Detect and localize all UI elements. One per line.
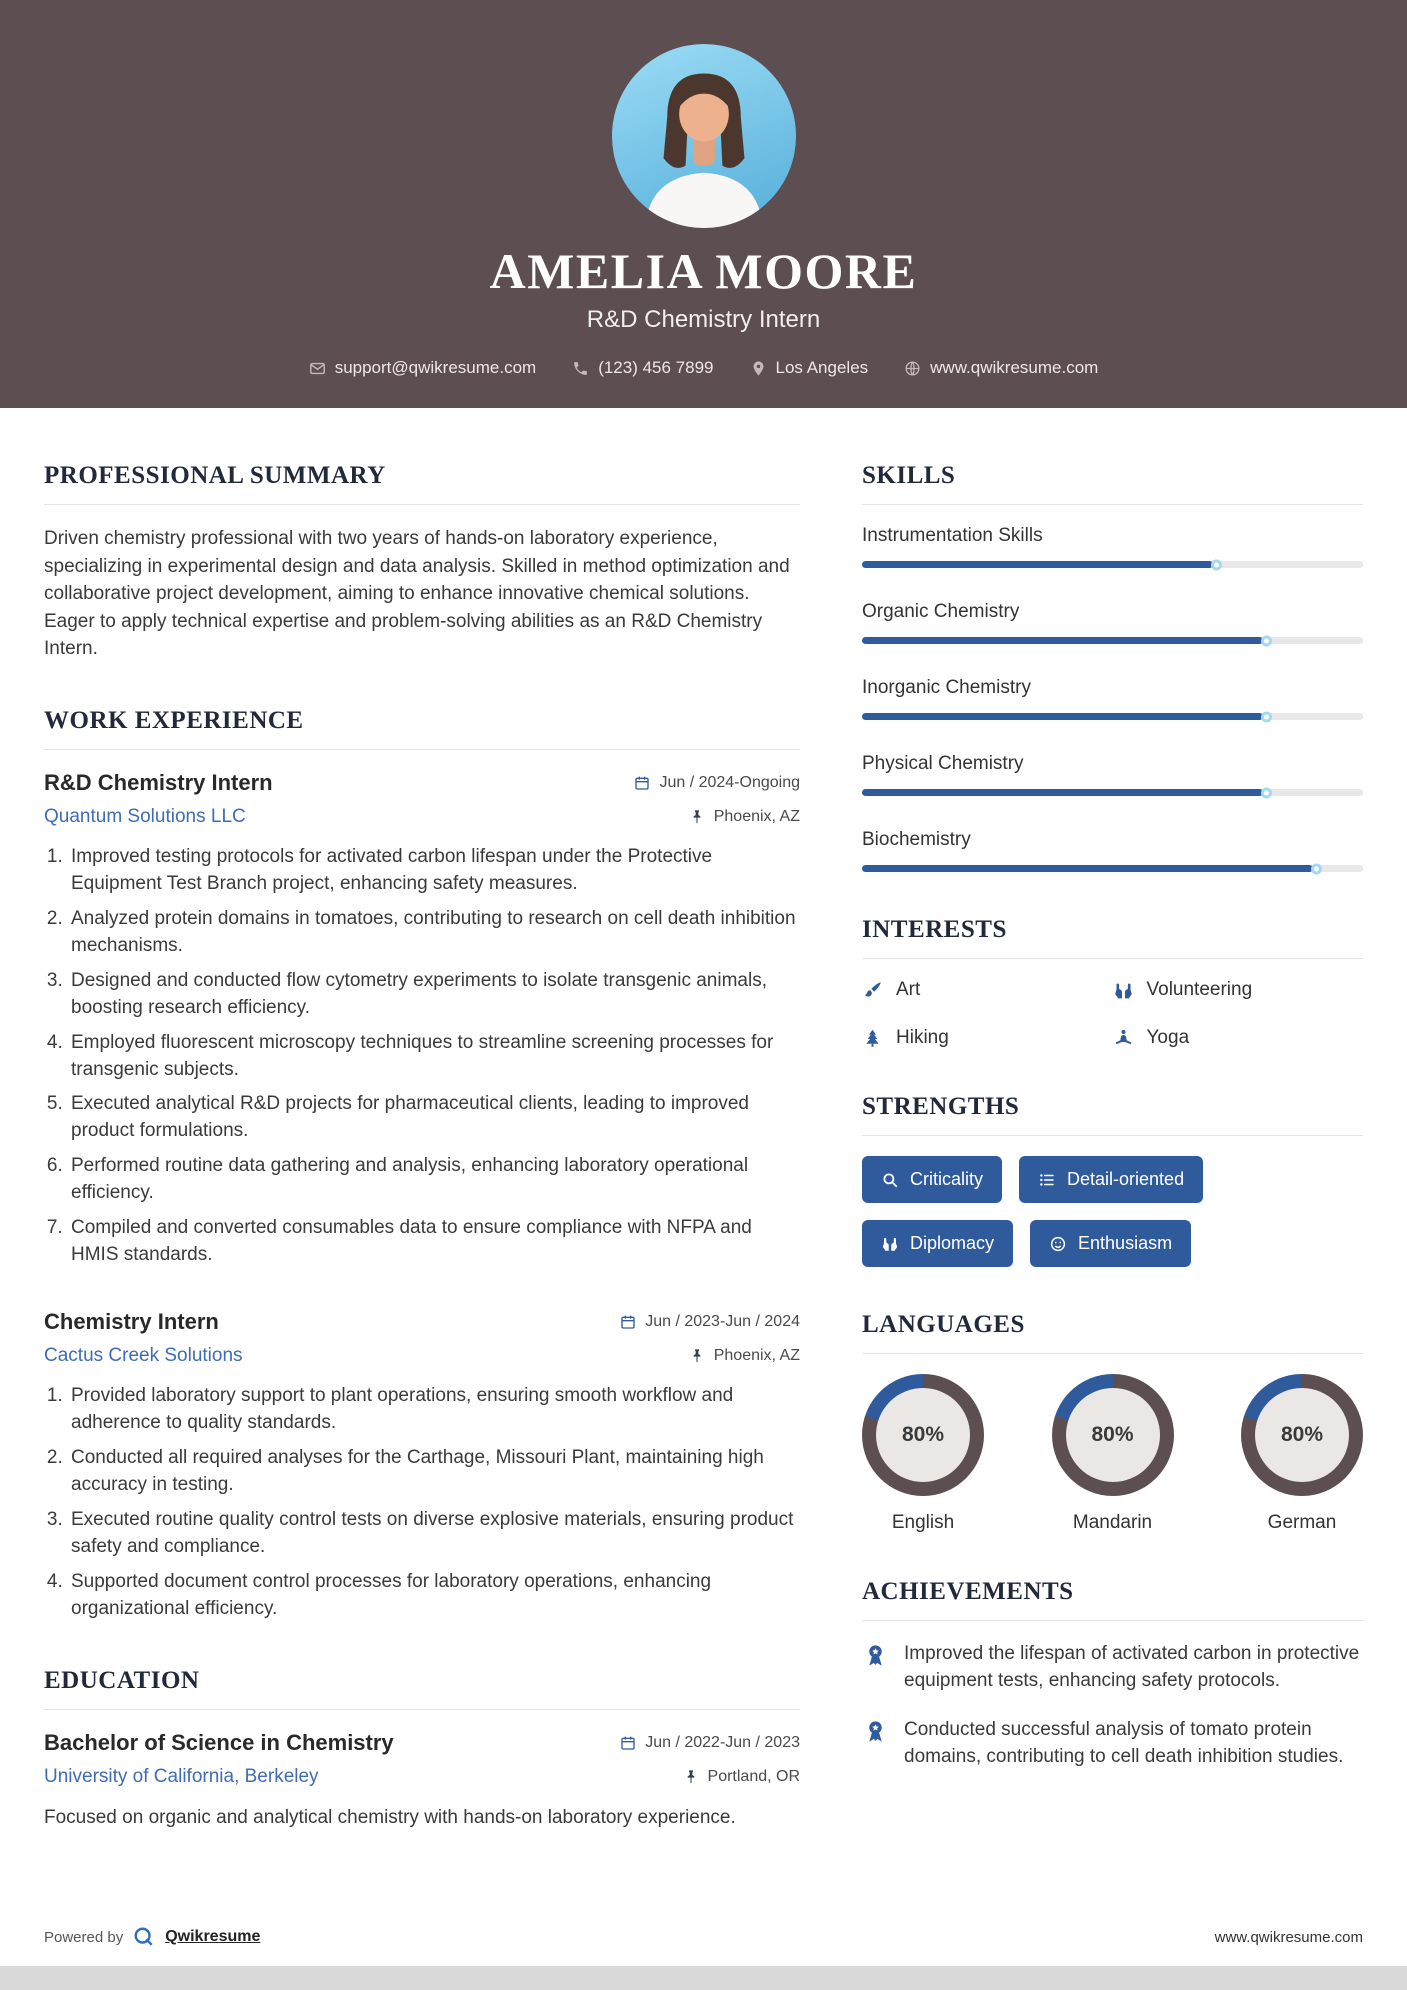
- calendar-icon: [634, 775, 650, 791]
- award-ribbon-icon: [862, 1718, 889, 1771]
- skill-bar-fill: [862, 561, 1213, 568]
- skill-knob: [1211, 559, 1222, 570]
- interest-label: Art: [896, 979, 921, 1000]
- right-column: [862, 462, 1363, 1872]
- job-title: Chemistry Intern: [44, 1309, 219, 1335]
- language-percent: 80%: [1091, 1423, 1134, 1446]
- interest-item: [862, 979, 1113, 1001]
- education-entry: [44, 1730, 800, 1832]
- interest-item: [862, 1027, 1113, 1049]
- language-donut-chart: [1052, 1374, 1174, 1496]
- calendar-icon: [620, 1735, 636, 1751]
- interest-label: Volunteering: [1146, 979, 1253, 1000]
- job-bullet: 2. Conducted all required analyses for the Carthage, Missouri Plant, maintaining high accuracy in testing.: [68, 1445, 800, 1499]
- globe-icon: [904, 360, 921, 377]
- skill-label: Biochemistry: [862, 829, 971, 850]
- page-bottom-strip: [0, 1966, 1407, 1990]
- language-item: [862, 1374, 984, 1534]
- interests-heading: INTERESTS: [862, 916, 1363, 959]
- skill-bar-fill: [862, 637, 1263, 644]
- job-location-text: Phoenix, AZ: [713, 1347, 800, 1365]
- skill-label: Physical Chemistry: [862, 753, 1024, 774]
- qwikresume-brand-link[interactable]: Qwikresume: [165, 1928, 261, 1945]
- education-location: [683, 1768, 800, 1786]
- skill-bar: [862, 713, 1363, 720]
- list-icon: [1038, 1171, 1056, 1189]
- job-bullet: 7. Compiled and converted consumables data to ensure compliance with NFPA and HMIS standards.: [68, 1215, 800, 1269]
- skill-knob: [1311, 863, 1322, 874]
- job-bullet: 3. Designed and conducted flow cytometry experiments to isolate transgenic animals, boosting research efficiency.: [68, 968, 800, 1022]
- main-content: [0, 408, 1407, 1872]
- school-link[interactable]: University of California, Berkeley: [44, 1766, 319, 1788]
- languages-list: [862, 1374, 1363, 1534]
- skills-heading: SKILLS: [862, 462, 1363, 505]
- location-pin-icon: [750, 360, 767, 377]
- phone-icon: [572, 360, 589, 377]
- job-entry: [44, 1309, 800, 1623]
- job-bullet: 1. Provided laboratory support to plant operations, ensuring smooth workflow and adherence to quality standards.: [68, 1383, 800, 1437]
- education-description: Focused on organic and analytical chemistry with hands-on laboratory experience.: [44, 1807, 736, 1829]
- person-job-title: R&D Chemistry Intern: [586, 306, 821, 333]
- contact-email-text: support@qwikresume.com: [334, 358, 537, 377]
- job-bullet: 3. Executed routine quality control tests on diverse explosive materials, ensuring product safety and compliance.: [68, 1507, 800, 1561]
- contact-location: [750, 358, 869, 378]
- avatar: [612, 44, 796, 228]
- skill-bar-fill: [862, 865, 1313, 872]
- skill-knob: [1261, 787, 1272, 798]
- skill-bar: [862, 637, 1363, 644]
- language-label: German: [1267, 1512, 1337, 1533]
- skill-item: [862, 677, 1363, 720]
- award-ribbon-icon: [862, 1642, 889, 1695]
- strength-label: Diplomacy: [910, 1233, 995, 1253]
- language-donut-chart: [862, 1374, 984, 1496]
- company-link[interactable]: Quantum Solutions LLC: [44, 805, 246, 827]
- job-location: [689, 1347, 800, 1365]
- skill-item: [862, 525, 1363, 568]
- contact-website-text: www.qwikresume.com: [930, 358, 1099, 377]
- skill-bar: [862, 865, 1363, 872]
- education-dates: [620, 1734, 800, 1752]
- summary-text: Driven chemistry professional with two years of hands-on laboratory experience, specializing in experimental design and data analysis. Skilled in method optimization and collaborative project development, aiming to enhance innovative chemical solutions. Eager to apply technical expertise and problem-solving abilities as an R&D Chemistry Intern.: [44, 528, 790, 660]
- language-percent: 80%: [1280, 1423, 1324, 1446]
- language-percent: 80%: [901, 1423, 945, 1446]
- person-name: AMELIA MOORE: [489, 243, 918, 299]
- strength-badge: [862, 1156, 1002, 1203]
- language-label: English: [891, 1512, 955, 1533]
- hands-icon: [1113, 980, 1134, 1001]
- skill-item: [862, 753, 1363, 796]
- yoga-icon: [1113, 1028, 1134, 1049]
- pushpin-icon: [689, 809, 705, 825]
- strength-badge: [1030, 1220, 1191, 1267]
- education-location-text: Portland, OR: [707, 1768, 800, 1786]
- strength-badge: [1019, 1156, 1203, 1203]
- strength-label: Enthusiasm: [1078, 1233, 1173, 1253]
- job-location: [689, 808, 800, 826]
- strength-label: Criticality: [910, 1169, 984, 1189]
- job-dates-text: Jun / 2023-Jun / 2024: [645, 1313, 800, 1331]
- interest-label: Hiking: [896, 1027, 949, 1048]
- languages-heading: LANGUAGES: [862, 1311, 1363, 1354]
- company-link[interactable]: Cactus Creek Solutions: [44, 1345, 243, 1367]
- job-bullet: 4. Supported document control processes for laboratory operations, enhancing organizational efficiency.: [68, 1569, 800, 1623]
- interest-item: [1113, 1027, 1364, 1049]
- skill-knob: [1261, 711, 1272, 722]
- skill-bar-fill: [862, 713, 1263, 720]
- job-location-text: Phoenix, AZ: [713, 807, 800, 825]
- strength-badge: [862, 1220, 1013, 1267]
- achievement-item: [862, 1641, 1363, 1695]
- work-experience-heading: WORK EXPERIENCE: [44, 707, 800, 750]
- interests-grid: [862, 979, 1363, 1049]
- job-bullet-list: [44, 1383, 800, 1623]
- footer-website-link[interactable]: www.qwikresume.com: [1214, 1928, 1363, 1946]
- envelope-icon: [309, 360, 326, 377]
- contact-location-text: Los Angeles: [775, 358, 869, 377]
- strength-label: Detail-oriented: [1067, 1169, 1185, 1189]
- qwikresume-logo-icon: [133, 1926, 155, 1948]
- pushpin-icon: [689, 1348, 705, 1364]
- interest-item: [1113, 979, 1364, 1001]
- education-heading: EDUCATION: [44, 1667, 800, 1710]
- job-dates: [634, 774, 800, 792]
- job-dates: [620, 1313, 800, 1331]
- language-donut-chart: [1241, 1374, 1363, 1496]
- skill-label: Inorganic Chemistry: [862, 677, 1031, 698]
- smiley-icon: [1049, 1235, 1067, 1253]
- header: [0, 0, 1407, 408]
- strengths-list: [862, 1156, 1363, 1267]
- language-item: [1052, 1374, 1174, 1534]
- achievement-text: Improved the lifespan of activated carbon in protective equipment tests, enhancing safety protocols.: [904, 1643, 1360, 1691]
- skill-knob: [1261, 635, 1272, 646]
- contact-phone: [572, 358, 713, 378]
- job-bullet: 2. Analyzed protein domains in tomatoes, contributing to research on cell death inhibition mechanisms.: [68, 906, 800, 960]
- skill-item: [862, 601, 1363, 644]
- skill-bar: [862, 561, 1363, 568]
- summary-heading: PROFESSIONAL SUMMARY: [44, 462, 800, 505]
- contact-phone-text: (123) 456 7899: [598, 358, 714, 377]
- pushpin-icon: [683, 1769, 699, 1785]
- avatar-photo-icon: [612, 44, 796, 228]
- language-label: Mandarin: [1072, 1512, 1153, 1533]
- tree-icon: [862, 1028, 883, 1049]
- footer: [44, 1926, 1363, 1948]
- contact-row: [0, 358, 1407, 378]
- job-bullet: 4. Employed fluorescent microscopy techniques to streamline screening processes for transgenic subjects.: [68, 1030, 800, 1084]
- strengths-heading: STRENGTHS: [862, 1093, 1363, 1136]
- powered-by-text: Powered by: [44, 1928, 124, 1946]
- skill-bar-fill: [862, 789, 1263, 796]
- skill-label: Organic Chemistry: [862, 601, 1020, 622]
- calendar-icon: [620, 1314, 636, 1330]
- achievement-item: [862, 1717, 1363, 1771]
- powered-by: [44, 1926, 260, 1948]
- job-bullet: 6. Performed routine data gathering and analysis, enhancing laboratory operational efficiency.: [68, 1153, 800, 1207]
- education-dates-text: Jun / 2022-Jun / 2023: [645, 1734, 800, 1752]
- job-title: R&D Chemistry Intern: [44, 769, 273, 795]
- left-column: [44, 462, 800, 1872]
- job-bullet: 5. Executed analytical R&D projects for pharmaceutical clients, leading to improved product formulations.: [68, 1091, 800, 1145]
- job-bullet-list: [44, 844, 800, 1270]
- contact-website[interactable]: [904, 358, 1098, 378]
- search-icon: [881, 1171, 899, 1189]
- handshake-icon: [881, 1235, 899, 1253]
- achievements-heading: ACHIEVEMENTS: [862, 1578, 1363, 1621]
- skill-bar: [862, 789, 1363, 796]
- language-item: [1241, 1374, 1363, 1534]
- paintbrush-icon: [862, 980, 883, 1001]
- achievement-text: Conducted successful analysis of tomato protein domains, contributing to cell death inhibition studies.: [904, 1718, 1344, 1767]
- job-bullet: 1. Improved testing protocols for activated carbon lifespan under the Protective Equipment Test Branch project, enhancing safety measures.: [68, 844, 800, 898]
- job-dates-text: Jun / 2024-Ongoing: [659, 773, 800, 791]
- skill-item: [862, 829, 1363, 872]
- contact-email: [309, 358, 537, 378]
- skill-label: Instrumentation Skills: [862, 525, 1043, 546]
- job-entry: [44, 770, 800, 1270]
- degree-title: Bachelor of Science in Chemistry: [44, 1730, 394, 1756]
- interest-label: Yoga: [1146, 1027, 1190, 1048]
